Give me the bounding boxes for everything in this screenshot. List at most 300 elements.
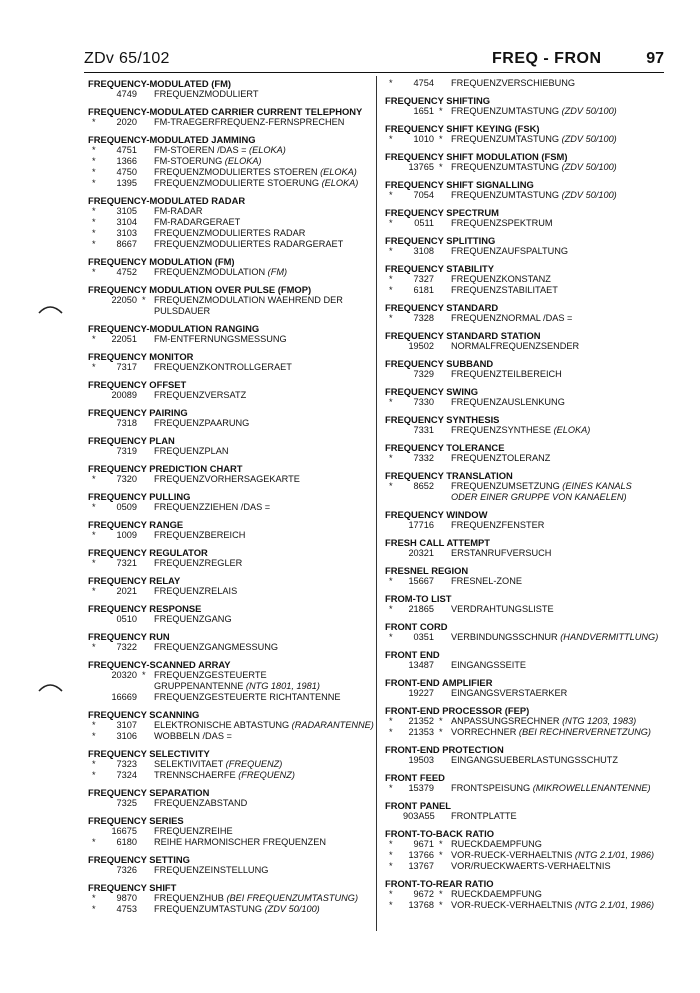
marker-asterisk: [88, 692, 106, 703]
page-number: 97: [646, 50, 664, 67]
source-note: (ELOKA): [553, 425, 591, 435]
translation-text: ELEKTRONISCHE ABTASTUNG: [154, 720, 292, 730]
translation-row: [385, 889, 680, 900]
entry-term: FREQUENCY-MODULATION RANGING: [88, 323, 260, 334]
marker-asterisk: [142, 502, 154, 513]
translation-row: [88, 670, 378, 692]
entry-number: 7326: [116, 865, 137, 875]
marker-asterisk: *: [389, 218, 393, 228]
translation-text-wrap: [154, 239, 343, 250]
marker-asterisk: *: [389, 604, 393, 614]
translation-text: FREQUENZPAARUNG: [154, 418, 250, 428]
marker-asterisk: *: [92, 267, 96, 277]
marker-asterisk: [385, 425, 403, 436]
translation-text: FM-STOEREN /DAS =: [154, 145, 250, 155]
glossary-entry: [88, 659, 378, 703]
translation-text-wrap: [451, 425, 590, 436]
entry-term: FREQUENCY SHIFT KEYING (FSK): [385, 123, 540, 134]
marker-asterisk: [439, 274, 451, 285]
translation-text-wrap: [451, 218, 553, 229]
translation-row: [385, 520, 680, 531]
marker-asterisk: [439, 397, 451, 408]
entry-number: 4750: [116, 167, 137, 177]
marker-asterisk: [88, 826, 106, 837]
marker-asterisk: [142, 642, 154, 653]
entry-term: FREQUENCY-MODULATED (FM): [88, 78, 232, 89]
marker-asterisk: *: [439, 727, 443, 737]
translation-row: [88, 295, 378, 317]
glossary-entry: [88, 256, 378, 278]
entry-term: FRONT END: [385, 649, 440, 660]
translation-row: [88, 446, 378, 457]
glossary-entry: [385, 302, 680, 324]
glossary-entry: [88, 519, 378, 541]
marker-asterisk: [142, 167, 154, 178]
translation-text: FREQUENZFENSTER: [451, 520, 545, 530]
marker-asterisk: [142, 89, 154, 100]
entry-term: FREQUENCY PREDICTION CHART: [88, 463, 243, 474]
entry-number: 7328: [413, 313, 434, 323]
marker-asterisk: [142, 474, 154, 485]
entry-number: 6180: [116, 837, 137, 847]
translation-text-wrap: [154, 759, 282, 770]
translation-text: FREQUENZGANG: [154, 614, 232, 624]
marker-asterisk: [439, 369, 451, 380]
translation-text: FREQUENZBEREICH: [154, 530, 246, 540]
translation-text: FREQUENZSTABILITAET: [451, 285, 558, 295]
source-note: (ELOKA): [320, 167, 357, 177]
entry-number: 20320: [111, 670, 137, 680]
translation-row: [385, 397, 680, 408]
glossary-entry: [88, 323, 378, 345]
entry-term: FREQUENCY REGULATOR: [88, 547, 208, 558]
page-header: [84, 40, 664, 70]
entry-term: FREQUENCY TOLERANCE: [385, 442, 505, 453]
marker-asterisk: [142, 586, 154, 597]
entry-term: FREQUENCY SETTING: [88, 854, 190, 865]
translation-text-wrap: [451, 134, 617, 145]
entry-term: FRONT-END AMPLIFIER: [385, 677, 493, 688]
marker-asterisk: *: [439, 900, 443, 910]
source-note: (ELOKA): [321, 178, 359, 188]
entry-number: 0351: [413, 632, 434, 642]
marker-asterisk: [439, 783, 451, 794]
entry-number: 4753: [116, 904, 137, 914]
glossary-entry: [88, 631, 378, 653]
translation-text-wrap: [154, 692, 341, 703]
translation-text-wrap: [451, 688, 567, 699]
entry-number: 20321: [408, 548, 434, 558]
marker-asterisk: [439, 246, 451, 257]
source-note: (RADARANTENNE): [291, 720, 374, 730]
glossary-entry: [88, 78, 378, 100]
entry-term: FREQUENCY-MODULATED RADAR: [88, 195, 246, 206]
translation-row: [88, 217, 378, 228]
marker-asterisk: *: [92, 117, 96, 127]
glossary-entry: [385, 207, 680, 229]
marker-asterisk: *: [92, 362, 96, 372]
marker-asterisk: *: [389, 78, 393, 88]
source-note: (ZDV 50/100): [561, 106, 617, 116]
translation-text-wrap: [154, 206, 203, 217]
source-note: (ZDV 50/100): [561, 134, 617, 144]
marker-asterisk: [439, 425, 451, 436]
marker-asterisk: *: [389, 861, 393, 871]
entry-number: 22050: [111, 295, 137, 305]
source-note: (HANDVERMITTLUNG): [560, 632, 659, 642]
entry-number: 7332: [413, 453, 434, 463]
translation-text: ERSTANRUFVERSUCH: [451, 548, 552, 558]
translation-text: FREQUENZUMTASTUNG: [154, 904, 265, 914]
marker-asterisk: *: [92, 770, 96, 780]
marker-asterisk: [439, 78, 451, 89]
marker-asterisk: *: [389, 632, 393, 642]
translation-text: TRENNSCHAERFE: [154, 770, 239, 780]
translation-row: [88, 837, 378, 848]
translation-row: [385, 481, 680, 503]
translation-text: FREQUENZMODULIERTES STOEREN: [154, 167, 321, 177]
source-note: (ELOKA): [224, 156, 262, 166]
translation-text: FREQUENZMODULIERTE STOERUNG: [154, 178, 322, 188]
header-rule: [84, 72, 664, 73]
entry-number: 3103: [116, 228, 137, 238]
entry-term: FREQUENCY STANDARD: [385, 302, 499, 313]
glossary-entry: [88, 435, 378, 457]
glossary-entry: [88, 379, 378, 401]
entry-number: 4752: [116, 267, 137, 277]
entry-number: 9870: [116, 893, 137, 903]
marker-asterisk: [142, 904, 154, 915]
marker-asterisk: [142, 239, 154, 250]
entry-number: 19502: [408, 341, 434, 351]
marker-asterisk: *: [389, 397, 393, 407]
entry-number: 3104: [116, 217, 137, 227]
entry-number: 7320: [116, 474, 137, 484]
translation-text: NORMALFREQUENZSENDER: [451, 341, 580, 351]
translation-row: [385, 425, 680, 436]
entry-term: FREQUENCY SEPARATION: [88, 787, 210, 798]
translation-row: [88, 267, 378, 278]
translation-text: FREQUENZEINSTELLUNG: [154, 865, 269, 875]
entry-number: 9672: [413, 889, 434, 899]
translation-row: [88, 826, 378, 837]
marker-asterisk: [385, 520, 403, 531]
translation-text-wrap: [451, 548, 551, 559]
translation-text-wrap: [154, 720, 374, 731]
source-note: (BEI FREQUENZUMTASTUNG): [226, 893, 358, 903]
translation-text-wrap: [451, 900, 654, 911]
translation-text-wrap: [154, 334, 287, 345]
entry-number: 13766: [408, 850, 434, 860]
translation-row: [88, 904, 378, 915]
translation-row: [385, 106, 680, 117]
marker-asterisk: *: [439, 889, 443, 899]
marker-asterisk: [142, 770, 154, 781]
translation-row: [88, 530, 378, 541]
translation-text: FREQUENZUMSETZUNG: [451, 481, 563, 491]
translation-text: FRESNEL-ZONE: [451, 576, 522, 586]
entry-term: FREQUENCY-SCANNED ARRAY: [88, 659, 231, 670]
marker-asterisk: [142, 117, 154, 128]
source-note: (ZDV 50/100): [264, 904, 320, 914]
translation-text: VORRECHNER: [451, 727, 519, 737]
translation-text: WOBBELN /DAS =: [154, 731, 232, 741]
translation-text-wrap: [451, 481, 641, 503]
marker-asterisk: *: [389, 727, 393, 737]
marker-asterisk: [142, 530, 154, 541]
translation-text: FRONTPLATTE: [451, 811, 517, 821]
translation-text: FREQUENZUMTASTUNG: [451, 190, 562, 200]
glossary-entry: [385, 78, 680, 89]
entry-number: 7329: [413, 369, 434, 379]
translation-row: [88, 770, 378, 781]
entry-number: 21865: [408, 604, 434, 614]
translation-text-wrap: [451, 783, 651, 794]
translation-text: FREQUENZGESTEUERTE GRUPPENANTENNE: [154, 670, 267, 691]
translation-text-wrap: [154, 446, 229, 457]
translation-text: VOR/RUECKWAERTS-VERHAELTNIS: [451, 861, 611, 871]
marker-asterisk: [439, 520, 451, 531]
glossary-entry: [88, 284, 378, 317]
translation-text: FREQUENZMODULATION WAEHREND DER PULSDAUER: [154, 295, 343, 316]
entry-number: 13765: [408, 162, 434, 172]
marker-asterisk: *: [439, 839, 443, 849]
translation-text-wrap: [451, 755, 618, 766]
translation-text-wrap: [154, 474, 300, 485]
entry-number: 7325: [116, 798, 137, 808]
entry-number: 19503: [408, 755, 434, 765]
translation-text-wrap: [451, 660, 526, 671]
translation-text-wrap: [154, 893, 358, 904]
marker-asterisk: [385, 755, 403, 766]
marker-asterisk: [88, 390, 106, 401]
translation-text: FREQUENZTOLERANZ: [451, 453, 551, 463]
translation-text-wrap: [154, 362, 292, 373]
source-note: (ZDV 50/100): [561, 190, 617, 200]
translation-text: FREQUENZAUSLENKUNG: [451, 397, 565, 407]
marker-asterisk: *: [92, 239, 96, 249]
glossary-entry: [385, 263, 680, 296]
glossary-entry: [385, 565, 680, 587]
translation-row: [385, 783, 680, 794]
entry-term: FREQUENCY STABILITY: [385, 263, 495, 274]
translation-row: [385, 453, 680, 464]
entry-term: FREQUENCY SHIFTING: [385, 95, 491, 106]
entry-number: 8667: [116, 239, 137, 249]
translation-text: VERBINDUNGSSCHNUR: [451, 632, 561, 642]
translation-text-wrap: [154, 295, 344, 317]
translation-text: EINGANGSSEITE: [451, 660, 527, 670]
marker-asterisk: *: [92, 558, 96, 568]
marker-asterisk: [142, 837, 154, 848]
entry-number: 0509: [116, 502, 137, 512]
marker-asterisk: *: [439, 106, 443, 116]
glossary-entry: [385, 705, 680, 738]
marker-asterisk: *: [92, 893, 96, 903]
marker-asterisk: [88, 798, 106, 809]
translation-text: FREQUENZVERSCHIEBUNG: [451, 78, 576, 88]
marker-asterisk: [142, 720, 154, 731]
glossary-entry: [88, 407, 378, 429]
translation-row: [88, 865, 378, 876]
source-note: (FREQUENZ): [238, 770, 295, 780]
entry-number: 1651: [413, 106, 434, 116]
entry-number: 13768: [408, 900, 434, 910]
marker-asterisk: [142, 206, 154, 217]
marker-asterisk: *: [142, 295, 146, 305]
marker-asterisk: *: [92, 178, 96, 188]
translation-text-wrap: [154, 178, 358, 189]
marker-asterisk: [142, 145, 154, 156]
translation-text: FREQUENZZIEHEN /DAS =: [154, 502, 271, 512]
translation-text-wrap: [154, 418, 249, 429]
entry-term: FREQUENCY MODULATION OVER PULSE (FMOP): [88, 284, 312, 295]
entry-number: 4749: [116, 89, 137, 99]
translation-row: [88, 474, 378, 485]
marker-asterisk: [385, 162, 403, 173]
translation-text-wrap: [451, 78, 575, 89]
marker-asterisk: *: [389, 850, 393, 860]
translation-text-wrap: [451, 716, 636, 727]
entry-term: FREQUENCY-MODULATED JAMMING: [88, 134, 256, 145]
translation-text: RUECKDAEMPFUNG: [451, 839, 542, 849]
glossary-entry: [385, 179, 680, 201]
marker-asterisk: *: [439, 850, 443, 860]
translation-text-wrap: [154, 614, 232, 625]
translation-text: FREQUENZKONTROLLGERAET: [154, 362, 292, 372]
translation-text-wrap: [451, 246, 568, 257]
translation-row: [88, 558, 378, 569]
glossary-entry: [88, 463, 378, 485]
marker-asterisk: *: [92, 586, 96, 596]
translation-row: [88, 759, 378, 770]
entry-number: 7319: [116, 446, 137, 456]
source-note: (ZDV 50/100): [561, 162, 617, 172]
entry-number: 3106: [116, 731, 137, 741]
translation-text: FM-ENTFERNUNGSMESSUNG: [154, 334, 287, 344]
translation-text-wrap: [154, 865, 268, 876]
translation-row: [88, 642, 378, 653]
entry-number: 7327: [413, 274, 434, 284]
source-note: (NTG 2.1/01, 1986): [574, 900, 655, 910]
glossary-entry: [385, 386, 680, 408]
entry-number: 1395: [116, 178, 137, 188]
marker-asterisk: *: [92, 167, 96, 177]
marker-asterisk: [88, 670, 106, 692]
marker-asterisk: *: [92, 759, 96, 769]
marker-asterisk: *: [389, 274, 393, 284]
source-note: (BEI RECHNERVERNETZUNG): [518, 727, 651, 737]
entry-term: FRONT-TO-BACK RATIO: [385, 828, 495, 839]
marker-asterisk: *: [389, 576, 393, 586]
glossary-entry: [88, 882, 378, 915]
glossary-entry: [385, 593, 680, 615]
translation-text-wrap: [451, 274, 551, 285]
translation-text-wrap: [154, 145, 286, 156]
translation-text-wrap: [451, 453, 550, 464]
entry-term: FREQUENCY SHIFT SIGNALLING: [385, 179, 534, 190]
glossary-entry: [385, 677, 680, 699]
entry-term: FRONT PANEL: [385, 800, 451, 811]
marker-asterisk: *: [92, 474, 96, 484]
translation-text-wrap: [154, 798, 247, 809]
translation-text: FREQUENZTEILBEREICH: [451, 369, 562, 379]
translation-text-wrap: [154, 267, 287, 278]
entry-number: 8652: [413, 481, 434, 491]
marker-asterisk: *: [92, 156, 96, 166]
entry-number: 4754: [413, 78, 434, 88]
marker-asterisk: *: [92, 837, 96, 847]
marker-asterisk: [439, 481, 451, 503]
source-note: (MIKROWELLENANTENNE): [532, 783, 651, 793]
translation-text-wrap: [154, 156, 262, 167]
entry-term: FRONT-END PROTECTION: [385, 744, 504, 755]
translation-text-wrap: [154, 670, 344, 692]
marker-asterisk: [385, 811, 403, 822]
entry-term: FREQUENCY STANDARD STATION: [385, 330, 541, 341]
translation-text: FREQUENZNORMAL /DAS =: [451, 313, 573, 323]
translation-row: [385, 341, 680, 352]
translation-row: [88, 117, 378, 128]
translation-text-wrap: [451, 313, 572, 324]
glossary-entry: [385, 537, 680, 559]
entry-number: 903A55: [403, 811, 435, 821]
translation-row: [88, 178, 378, 189]
marker-asterisk: [439, 811, 451, 822]
translation-text-wrap: [451, 369, 562, 380]
translation-text-wrap: [154, 586, 237, 597]
entry-term: FREQUENCY OFFSET: [88, 379, 187, 390]
entry-term: FREQUENCY MODULATION (FM): [88, 256, 235, 267]
marker-asterisk: *: [439, 134, 443, 144]
marker-asterisk: *: [92, 642, 96, 652]
marker-asterisk: [142, 390, 154, 401]
marker-asterisk: [439, 755, 451, 766]
translation-text: FREQUENZREGLER: [154, 558, 243, 568]
entry-number: 1009: [116, 530, 137, 540]
translation-text: REIHE HARMONISCHER FREQUENZEN: [154, 837, 327, 847]
entry-term: FREQUENCY RESPONSE: [88, 603, 202, 614]
translation-text-wrap: [154, 558, 242, 569]
translation-text: FREQUENZGESTEUERTE RICHTANTENNE: [154, 692, 341, 702]
glossary-entry: [385, 772, 680, 794]
marker-asterisk: [439, 604, 451, 615]
translation-text: FREQUENZMODULIERTES RADARGERAET: [154, 239, 344, 249]
source-note: (NTG 1801, 1981): [245, 681, 320, 691]
marker-asterisk: *: [92, 720, 96, 730]
glossary-entry: [88, 195, 378, 250]
translation-row: [385, 850, 680, 861]
entry-term: FREQUENCY SHIFT: [88, 882, 177, 893]
glossary-entry: [88, 575, 378, 597]
page-range: FREQ - FRON: [492, 50, 602, 67]
marker-asterisk: [385, 688, 403, 699]
translation-row: [88, 390, 378, 401]
entry-number: 13487: [408, 660, 434, 670]
marker-asterisk: *: [92, 145, 96, 155]
entry-number: 7330: [413, 397, 434, 407]
translation-text-wrap: [154, 167, 357, 178]
entry-number: 15379: [408, 783, 434, 793]
entry-number: 7317: [116, 362, 137, 372]
translation-text: VERDRAHTUNGSLISTE: [451, 604, 554, 614]
glossary-entry: [385, 878, 680, 911]
translation-text: FREQUENZVORHERSAGEKARTE: [154, 474, 300, 484]
translation-text: FM-RADARGERAET: [154, 217, 241, 227]
entry-term: FREQUENCY SHIFT MODULATION (FSM): [385, 151, 568, 162]
glossary-entry: [88, 815, 378, 848]
entry-term: FREQUENCY WINDOW: [385, 509, 488, 520]
